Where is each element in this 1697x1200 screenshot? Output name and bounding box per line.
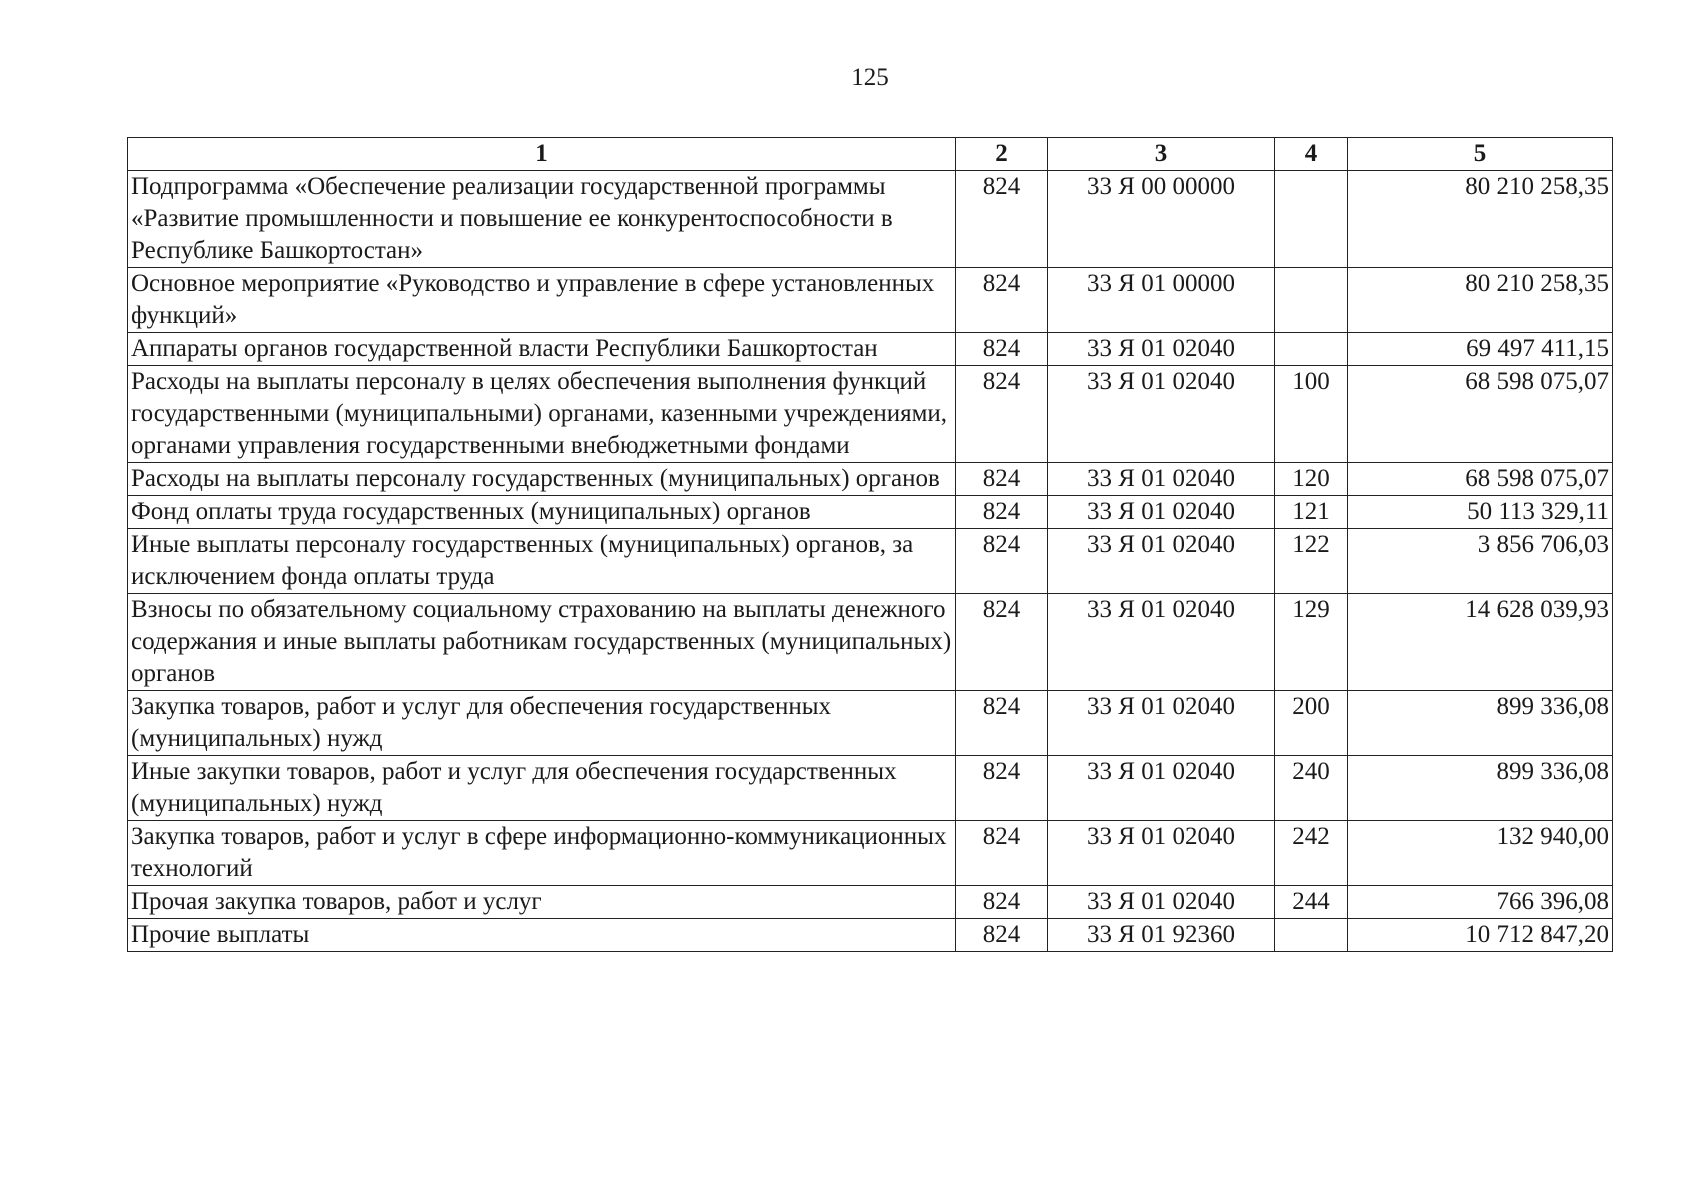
row-csr: 33 Я 01 02040	[1048, 529, 1275, 594]
row-vr	[1275, 171, 1348, 268]
row-vr: 240	[1275, 756, 1348, 821]
row-grbs: 824	[956, 496, 1048, 529]
row-vr: 244	[1275, 886, 1348, 919]
row-vr	[1275, 919, 1348, 952]
row-grbs: 824	[956, 366, 1048, 463]
row-sum: 80 210 258,35	[1348, 171, 1613, 268]
row-grbs: 824	[956, 268, 1048, 333]
table-row	[128, 691, 1613, 756]
row-name: Расходы на выплаты персоналу в целях обеспечения выполнения функций государственными (муниципальными) органами, казенными учреждениями, органами управления государственными внебюджетными фондами	[128, 366, 956, 463]
table-row	[128, 886, 1613, 919]
row-vr: 242	[1275, 821, 1348, 886]
row-name: Подпрограмма «Обеспечение реализации государственной программы «Развитие промышленности и повышение ее конкурентоспособности в Республике Башкортостан»	[128, 171, 956, 268]
row-name: Закупка товаров, работ и услуг для обеспечения государственных (муниципальных) нужд	[128, 691, 956, 756]
row-vr: 100	[1275, 366, 1348, 463]
row-grbs: 824	[956, 756, 1048, 821]
table-row	[128, 821, 1613, 886]
row-sum: 132 940,00	[1348, 821, 1613, 886]
table-row	[128, 529, 1613, 594]
row-vr: 120	[1275, 463, 1348, 496]
row-name: Взносы по обязательному социальному страхованию на выплаты денежного содержания и иные выплаты работникам государственных (муниципальных) органов	[128, 594, 956, 691]
row-sum: 899 336,08	[1348, 756, 1613, 821]
row-csr: 33 Я 01 02040	[1048, 366, 1275, 463]
table-row	[128, 366, 1613, 463]
row-sum: 14 628 039,93	[1348, 594, 1613, 691]
header-col-5: 5	[1348, 138, 1613, 171]
table-row	[128, 594, 1613, 691]
row-vr	[1275, 333, 1348, 366]
row-name: Прочая закупка товаров, работ и услуг	[128, 886, 956, 919]
row-sum: 50 113 329,11	[1348, 496, 1613, 529]
row-sum: 68 598 075,07	[1348, 366, 1613, 463]
header-col-3: 3	[1048, 138, 1275, 171]
row-grbs: 824	[956, 463, 1048, 496]
table-row	[128, 268, 1613, 333]
row-csr: 33 Я 01 02040	[1048, 691, 1275, 756]
table-row	[128, 333, 1613, 366]
row-grbs: 824	[956, 594, 1048, 691]
row-sum: 80 210 258,35	[1348, 268, 1613, 333]
row-csr: 33 Я 01 02040	[1048, 886, 1275, 919]
row-name: Иные выплаты персоналу государственных (муниципальных) органов, за исключением фонда оплаты труда	[128, 529, 956, 594]
table-row	[128, 496, 1613, 529]
budget-table	[127, 137, 1613, 952]
row-name: Основное мероприятие «Руководство и управление в сфере установленных функций»	[128, 268, 956, 333]
row-vr: 200	[1275, 691, 1348, 756]
header-col-4: 4	[1275, 138, 1348, 171]
row-grbs: 824	[956, 821, 1048, 886]
row-name: Расходы на выплаты персоналу государственных (муниципальных) органов	[128, 463, 956, 496]
row-sum: 766 396,08	[1348, 886, 1613, 919]
row-csr: 33 Я 01 02040	[1048, 594, 1275, 691]
row-csr: 33 Я 01 92360	[1048, 919, 1275, 952]
row-sum: 10 712 847,20	[1348, 919, 1613, 952]
row-sum: 68 598 075,07	[1348, 463, 1613, 496]
row-csr: 33 Я 01 02040	[1048, 496, 1275, 529]
header-col-2: 2	[956, 138, 1048, 171]
table-row	[128, 463, 1613, 496]
row-name: Аппараты органов государственной власти Республики Башкортостан	[128, 333, 956, 366]
row-vr: 122	[1275, 529, 1348, 594]
row-csr: 33 Я 01 02040	[1048, 463, 1275, 496]
row-csr: 33 Я 01 02040	[1048, 756, 1275, 821]
row-name: Закупка товаров, работ и услуг в сфере информационно-коммуникационных технологий	[128, 821, 956, 886]
row-csr: 33 Я 01 00000	[1048, 268, 1275, 333]
row-sum: 899 336,08	[1348, 691, 1613, 756]
table-row	[128, 171, 1613, 268]
header-col-1: 1	[128, 138, 956, 171]
row-vr: 129	[1275, 594, 1348, 691]
row-csr: 33 Я 01 02040	[1048, 821, 1275, 886]
page-number: 125	[851, 64, 889, 91]
header-row	[128, 138, 1613, 171]
row-grbs: 824	[956, 886, 1048, 919]
row-name: Иные закупки товаров, работ и услуг для обеспечения государственных (муниципальных) нужд	[128, 756, 956, 821]
row-name: Фонд оплаты труда государственных (муниципальных) органов	[128, 496, 956, 529]
row-grbs: 824	[956, 919, 1048, 952]
table-row	[128, 919, 1613, 952]
row-grbs: 824	[956, 171, 1048, 268]
row-vr	[1275, 268, 1348, 333]
row-grbs: 824	[956, 691, 1048, 756]
row-grbs: 824	[956, 333, 1048, 366]
row-sum: 3 856 706,03	[1348, 529, 1613, 594]
row-grbs: 824	[956, 529, 1048, 594]
row-csr: 33 Я 01 02040	[1048, 333, 1275, 366]
row-vr: 121	[1275, 496, 1348, 529]
table-row	[128, 756, 1613, 821]
row-name: Прочие выплаты	[128, 919, 956, 952]
row-sum: 69 497 411,15	[1348, 333, 1613, 366]
row-csr: 33 Я 00 00000	[1048, 171, 1275, 268]
